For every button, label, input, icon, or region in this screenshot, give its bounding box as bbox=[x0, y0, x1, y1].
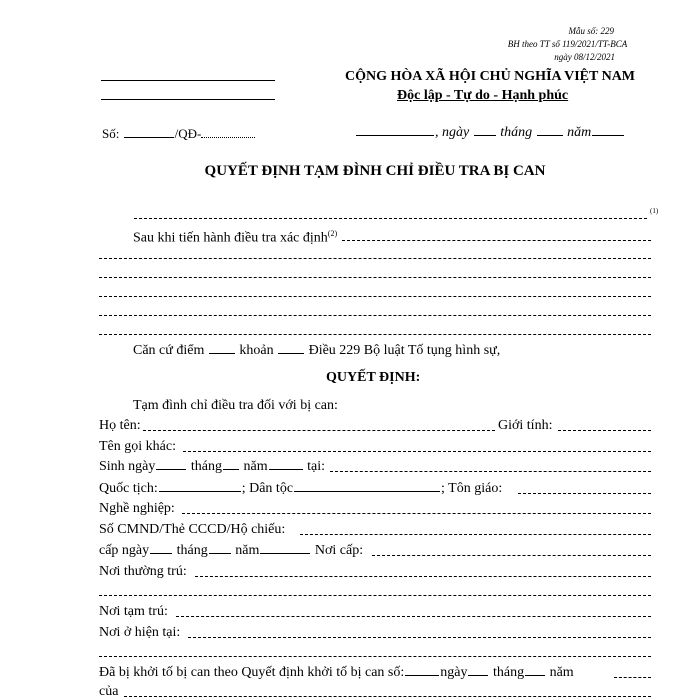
investigation-line-2[interactable] bbox=[99, 277, 651, 278]
place-field[interactable] bbox=[356, 125, 434, 136]
decision-label: /QĐ- bbox=[174, 126, 202, 141]
nationality-label: Quốc tịch: bbox=[99, 481, 158, 496]
form-issued-by: BH theo TT số 119/2021/TT-BCA bbox=[507, 39, 628, 49]
issue-place-field[interactable] bbox=[372, 555, 651, 556]
investigation-line-1[interactable] bbox=[99, 258, 651, 259]
dob-day-field[interactable] bbox=[156, 459, 186, 470]
gender-field[interactable] bbox=[558, 430, 651, 431]
id-doc-field[interactable] bbox=[300, 534, 651, 535]
temporary-field[interactable] bbox=[176, 616, 651, 617]
issue-year-field[interactable] bbox=[260, 543, 310, 554]
legal-point-label: Căn cứ điểm bbox=[133, 343, 205, 358]
religion-field[interactable] bbox=[518, 493, 651, 494]
issue-day-label: cấp ngày bbox=[99, 543, 150, 558]
nationality-field[interactable] bbox=[159, 481, 241, 492]
prosecuted-number-field[interactable] bbox=[405, 665, 439, 676]
clause-field[interactable] bbox=[278, 343, 304, 354]
dob-day-label: Sinh ngày bbox=[99, 459, 156, 474]
date-ngay: , ngày bbox=[435, 125, 470, 140]
form-meta bbox=[505, 25, 630, 64]
alias-field[interactable] bbox=[183, 451, 651, 452]
national-slogan: Độc lập - Tự do - Hạnh phúc bbox=[397, 88, 569, 103]
dob-year-label: năm bbox=[243, 459, 268, 474]
alias-label: Tên gọi khác: bbox=[99, 439, 176, 454]
permanent-line-2[interactable] bbox=[99, 595, 651, 596]
ethnicity-field[interactable] bbox=[294, 481, 440, 492]
suspend-label: Tạm đình chỉ điều tra đối với bị can: bbox=[133, 398, 338, 413]
current-field[interactable] bbox=[188, 637, 651, 638]
investigation-field[interactable] bbox=[342, 240, 651, 241]
prosecuted-row bbox=[99, 665, 574, 681]
date-thang: tháng bbox=[500, 125, 533, 140]
dob-row bbox=[99, 459, 325, 475]
full-name-field[interactable] bbox=[143, 430, 495, 431]
prosecuted-year-field[interactable] bbox=[614, 677, 651, 678]
prosecuted-day-field[interactable] bbox=[468, 665, 488, 676]
issue-place-label: Nơi cấp: bbox=[314, 543, 364, 558]
day-field[interactable] bbox=[474, 125, 496, 136]
prosecuted-year-label: năm bbox=[549, 665, 574, 680]
legal-article-label: Điều 229 Bộ luật Tố tụng hình sự, bbox=[308, 343, 501, 358]
current-line-2[interactable] bbox=[99, 656, 651, 657]
of-label: của bbox=[99, 684, 119, 699]
national-motto: CỘNG HÒA XÃ HỘI CHỦ NGHĨA VIỆT NAM bbox=[345, 69, 636, 84]
document-date bbox=[355, 125, 625, 141]
form-date: ngày 08/12/2021 bbox=[554, 52, 615, 62]
occupation-label: Nghề nghiệp: bbox=[99, 501, 175, 516]
of-field[interactable] bbox=[124, 696, 651, 697]
decision-heading: QUYẾT ĐỊNH: bbox=[326, 370, 421, 385]
current-label: Nơi ở hiện tại: bbox=[99, 625, 181, 640]
document-title: QUYẾT ĐỊNH TẠM ĐÌNH CHỈ ĐIỀU TRA BỊ CAN bbox=[204, 163, 546, 179]
dob-month-label: tháng bbox=[190, 459, 222, 474]
note-2: (2) bbox=[327, 229, 338, 238]
permanent-label: Nơi thường trú: bbox=[99, 564, 187, 579]
occupation-field[interactable] bbox=[182, 513, 651, 514]
year-field[interactable] bbox=[592, 125, 624, 136]
prosecuted-month-field[interactable] bbox=[525, 665, 545, 676]
id-doc-label: Số CMND/Thẻ CCCD/Hộ chiếu: bbox=[99, 522, 286, 537]
month-field[interactable] bbox=[537, 125, 563, 136]
agency-line-1 bbox=[101, 80, 275, 81]
dob-place-field[interactable] bbox=[330, 471, 651, 472]
ethnicity-label: ; Dân tộc bbox=[241, 481, 294, 496]
nationality-row bbox=[99, 481, 502, 497]
authority-field[interactable] bbox=[134, 218, 647, 219]
note-1: (1) bbox=[650, 207, 659, 215]
form-number: Mẫu số: 229 bbox=[568, 26, 614, 36]
prosecuted-day-label: ngày bbox=[440, 665, 468, 680]
issue-row bbox=[99, 543, 363, 559]
agency-code-field[interactable] bbox=[201, 127, 255, 138]
dob-year-field[interactable] bbox=[269, 459, 303, 470]
gender-label: Giới tính: bbox=[498, 418, 553, 433]
investigation-text: Sau khi tiến hành điều tra xác định bbox=[133, 230, 328, 246]
agency-line-2 bbox=[101, 99, 275, 100]
full-name-label: Họ tên: bbox=[99, 418, 141, 433]
legal-basis bbox=[133, 343, 500, 359]
issue-year-label: năm bbox=[235, 543, 260, 558]
investigation-line-3[interactable] bbox=[99, 296, 651, 297]
dob-month-field[interactable] bbox=[223, 459, 239, 470]
issue-month-label: tháng bbox=[176, 543, 208, 558]
prosecuted-month-label: tháng bbox=[492, 665, 525, 680]
issue-month-field[interactable] bbox=[209, 543, 231, 554]
permanent-field[interactable] bbox=[195, 576, 651, 577]
point-field[interactable] bbox=[209, 343, 235, 354]
number-label: Số: bbox=[102, 126, 120, 141]
temporary-label: Nơi tạm trú: bbox=[99, 604, 168, 619]
date-nam: năm bbox=[567, 125, 592, 140]
legal-clause-label: khoản bbox=[239, 343, 274, 358]
religion-label: ; Tôn giáo: bbox=[441, 481, 503, 496]
investigation-line-5[interactable] bbox=[99, 334, 651, 335]
document-number bbox=[102, 126, 255, 142]
dob-place-label: tại: bbox=[307, 459, 325, 474]
investigation-line-4[interactable] bbox=[99, 315, 651, 316]
prosecuted-label: Đã bị khởi tố bị can theo Quyết định khởi tố bị can số: bbox=[99, 665, 405, 680]
issue-day-field[interactable] bbox=[150, 543, 172, 554]
investigation-label bbox=[133, 229, 337, 247]
number-field[interactable] bbox=[124, 127, 174, 138]
